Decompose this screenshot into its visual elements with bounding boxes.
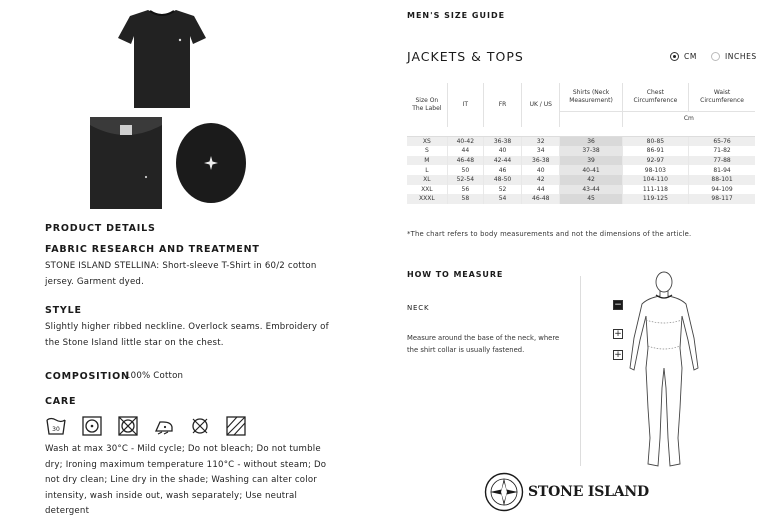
expand-waist-button[interactable]: +: [614, 350, 622, 360]
wash-30-icon: [45, 416, 67, 436]
header-chest: Chest Circumference: [622, 83, 688, 111]
care-instructions: Wash at max 30°C - Mild cycle; Do not bleach; Do not tumble dry; Ironing maximum temperature 110°C - without steam; Do not dry clean; Line dry in the shade; Washing can alter color intensity, wash inside out, wash separately; Use neutral detergent: [45, 444, 327, 516]
table-cell: 81-94: [713, 166, 731, 174]
care-title: CARE: [45, 396, 77, 407]
dry-in-shade-icon: [225, 416, 247, 436]
table-row: [407, 137, 755, 147]
unit-option-inches[interactable]: [711, 52, 757, 61]
table-cell: 71-82: [713, 147, 731, 155]
header-fr: FR: [483, 83, 521, 127]
table-cell: 40: [522, 165, 560, 175]
composition-value: 100% Cotton: [125, 371, 184, 381]
table-cell: 44: [522, 185, 560, 195]
neck-label: NECK: [407, 304, 430, 312]
table-cell: 46: [483, 165, 521, 175]
size-table: [407, 83, 755, 204]
table-cell: 111-118: [622, 185, 688, 195]
table-cell: 48-50: [483, 175, 521, 185]
style-title: STYLE: [45, 305, 82, 316]
table-cell: 36-38: [483, 137, 521, 147]
table-cell: 65-76: [689, 137, 755, 147]
table-cell: 104-110: [622, 175, 688, 185]
table-cell: 94-109: [711, 185, 733, 193]
do-not-tumble-dry-icon: [81, 416, 103, 436]
header-waist: Waist Circumference: [700, 88, 744, 104]
divider-line: [580, 276, 581, 466]
svg-text:30: 30: [52, 426, 60, 433]
table-cell: 46-48: [522, 194, 560, 204]
neck-instructions: Measure around the base of the neck, where the shirt collar is usually fastened.: [407, 334, 560, 354]
composition-title: COMPOSITION: [45, 371, 130, 382]
unit-option-cm[interactable]: [670, 52, 697, 61]
table-cell: 50: [447, 165, 483, 175]
iron-low-icon: [117, 416, 139, 436]
table-cell: 77-88: [689, 156, 755, 166]
header-uk-us: UK / US: [522, 83, 560, 127]
header-shirts: Shirts (Neck Measurement): [560, 83, 622, 111]
table-cell: 58: [447, 194, 483, 204]
table-cell: 46-48: [447, 156, 483, 166]
care-icons-row: [45, 416, 247, 436]
table-cell: 42-44: [483, 156, 521, 166]
table-cell: L: [407, 165, 447, 175]
chart-footnote: *The chart refers to body measurements and not the dimensions of the article.: [407, 230, 692, 238]
unit-label-cm: CM: [684, 52, 697, 61]
table-cell: XXL: [407, 185, 447, 195]
header-unit-blank: [560, 111, 622, 127]
collapse-neck-button[interactable]: −: [614, 300, 622, 310]
table-cell: XXXL: [407, 194, 447, 204]
table-cell: 36: [560, 137, 622, 147]
table-cell: 92-97: [622, 156, 688, 166]
how-to-measure-title: HOW TO MEASURE: [407, 270, 504, 279]
table-cell: 32: [522, 137, 560, 147]
table-cell: 40-42: [447, 137, 483, 147]
table-cell: 98-117: [689, 194, 755, 204]
header-unit-cm: Cm: [622, 111, 755, 127]
compass-rose-icon: [484, 472, 524, 512]
table-row: [407, 156, 755, 166]
table-cell: 45: [560, 194, 622, 204]
header-it: IT: [447, 83, 483, 127]
category-title: JACKETS & TOPS: [407, 49, 524, 64]
table-cell: 42: [560, 175, 622, 185]
table-cell: 119-125: [622, 194, 688, 204]
table-cell: 44: [447, 146, 483, 156]
fabric-title: FABRIC RESEARCH AND TREATMENT: [45, 244, 260, 255]
size-table-body: [407, 137, 755, 204]
table-cell: 43-44: [560, 185, 622, 195]
star-embroidery-image[interactable]: [175, 122, 247, 204]
header-size-label: Size On The Label: [407, 83, 447, 127]
expand-chest-button[interactable]: +: [614, 329, 622, 339]
radio-selected-icon[interactable]: [670, 52, 679, 61]
table-cell: 86-91: [622, 146, 688, 156]
table-cell: 80-85: [622, 137, 688, 147]
table-cell: S: [407, 146, 447, 156]
no-steam-icon: [153, 416, 175, 436]
table-cell: 52: [483, 185, 521, 195]
table-cell: 39: [560, 156, 622, 166]
table-cell: M: [407, 156, 447, 166]
table-cell: 37-38: [560, 146, 622, 156]
table-cell: XL: [407, 175, 447, 185]
table-cell: 40-41: [560, 165, 622, 175]
table-row: [407, 185, 755, 195]
table-cell: 34: [522, 146, 560, 156]
table-row: [407, 165, 755, 175]
tshirt-front-image[interactable]: [118, 8, 206, 111]
style-description: Slightly higher ribbed neckline. Overlock seams. Embroidery of the Stone Island little star on the chest.: [45, 322, 329, 348]
table-cell: 54: [483, 194, 521, 204]
product-info-column: [0, 0, 380, 520]
table-cell: 40: [483, 146, 521, 156]
unit-label-inches: INCHES: [725, 52, 757, 61]
radio-unselected-icon[interactable]: [711, 52, 720, 61]
do-not-dry-clean-icon: [189, 416, 211, 436]
tshirt-neck-detail-image[interactable]: [90, 117, 162, 209]
brand-logo[interactable]: [484, 472, 649, 512]
table-cell: 98-103: [622, 165, 688, 175]
table-row: [407, 146, 755, 156]
table-cell: 42: [522, 175, 560, 185]
table-cell: 88-101: [689, 175, 755, 185]
table-row: [407, 175, 755, 185]
product-details-title: PRODUCT DETAILS: [45, 223, 156, 234]
table-cell: 36-38: [522, 156, 560, 166]
table-cell: XS: [407, 137, 447, 147]
table-cell: 56: [447, 185, 483, 195]
body-measure-figure: [620, 268, 708, 478]
fabric-description: STONE ISLAND STELLINA: Short-sleeve T-Shirt in 60/2 cotton jersey. Garment dyed.: [45, 261, 317, 287]
table-cell: 52-54: [447, 175, 483, 185]
brand-wordmark: STONE ISLAND: [528, 484, 649, 500]
table-row: [407, 194, 755, 204]
size-guide-title: MEN'S SIZE GUIDE: [407, 11, 506, 20]
